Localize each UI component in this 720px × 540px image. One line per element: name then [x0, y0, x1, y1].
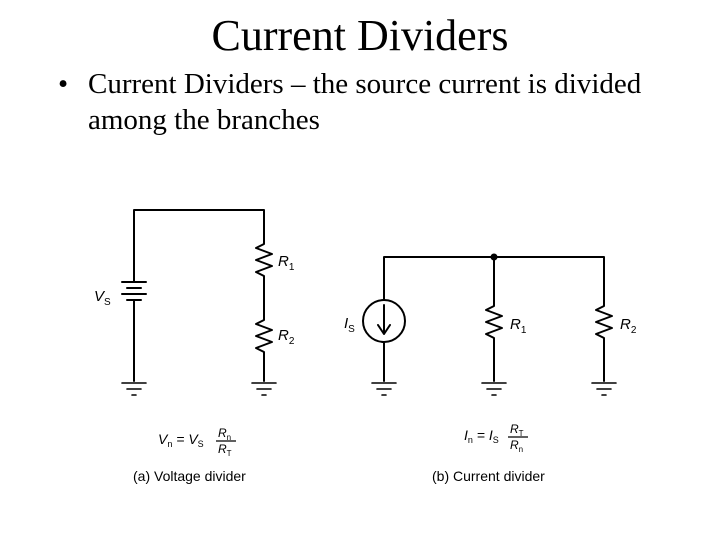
va-source-label: $V_S$ [94, 288, 111, 308]
cb-source-label: $I_S$ [344, 315, 355, 335]
va-ground-right [252, 383, 276, 395]
cb-formula: $I_n = I_S$ [464, 427, 499, 445]
slide-title: Current Dividers [211, 11, 509, 60]
va-r1-label: $R_1$ [278, 253, 295, 273]
cb-caption: (b) Current divider [432, 468, 545, 484]
cb-labels [344, 315, 637, 484]
cb-r1-label: $R_1$ [510, 316, 527, 336]
va-formula-denominator: $R_T$ [218, 442, 232, 458]
bullet-text: Current Dividers – the source current is divided among the branches [88, 68, 642, 136]
cb-r2-label: $R_2$ [620, 316, 637, 336]
va-top-wire [134, 210, 264, 241]
va-ground-left [122, 383, 146, 395]
cb-formula-numerator: $R_T$ [510, 422, 524, 438]
cb-ground-source [372, 383, 396, 395]
bullet-dot: • [58, 68, 69, 100]
va-resistor-r2 [256, 318, 272, 381]
va-formula: $V_n = V_S$ [158, 431, 204, 449]
cb-resistor-r1 [486, 257, 502, 381]
current-divider-circuit [363, 257, 616, 395]
current-source-arrow [378, 305, 390, 334]
voltage-divider-circuit [122, 210, 276, 395]
va-r2-label: $R_2$ [278, 327, 295, 347]
cb-ground-r1 [482, 383, 506, 395]
va-formula-numerator: $R_n$ [218, 426, 232, 442]
cb-resistor-r2 [596, 305, 612, 381]
junction-dot [491, 254, 498, 261]
battery-symbol [122, 211, 146, 381]
va-resistor-r1 [256, 241, 272, 318]
cb-ground-r2 [592, 383, 616, 395]
cb-formula-denominator: $R_n$ [510, 438, 524, 454]
va-caption: (a) Voltage divider [133, 468, 246, 484]
